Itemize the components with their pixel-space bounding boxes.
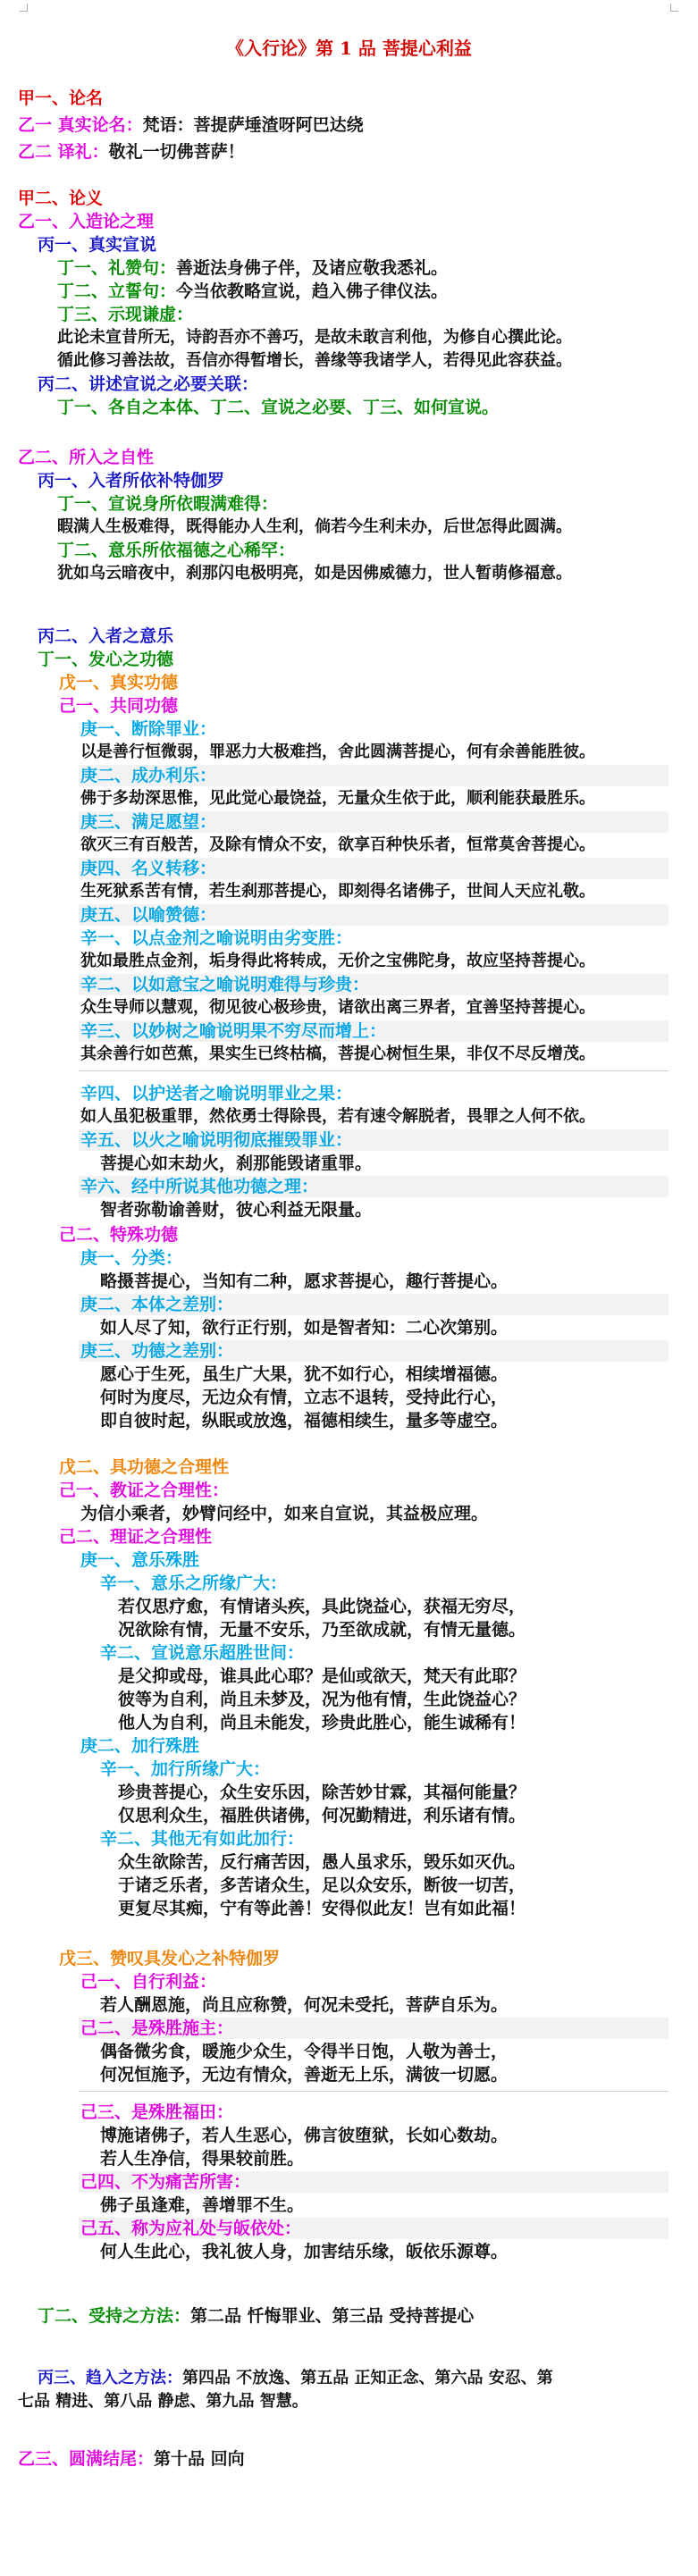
divider	[79, 1070, 669, 1072]
line-text: 生死狱系苦有情，若生刹那菩提心，即刻得名诸佛子，世间人天应礼敬。	[80, 882, 595, 901]
line-text: 辛五、以火之喻说明彻底摧毁罪业：	[80, 1130, 353, 1150]
document-title: 《入行论》第 1 品 菩提心利益	[226, 38, 472, 59]
outline-line	[59, 1526, 212, 1548]
line-text: 丁一、礼赞句：	[57, 258, 177, 278]
line-text: 丙二、入者之意乐	[38, 626, 174, 646]
outline-line	[100, 2125, 508, 2146]
outline-line	[80, 1129, 352, 1151]
line-text: 何人生此心，我礼彼人身，加害结乐缘，皈依乐源尊。	[100, 2242, 509, 2261]
line-text: 戊一、真实功德	[59, 673, 179, 692]
outline-line	[80, 835, 595, 856]
line-text: 以是善行恒微弱，罪恶力大极难挡，舍此圆满菩提心，何有余善能胜彼。	[80, 743, 595, 761]
outline-line	[118, 1875, 526, 1896]
line-text: 暇满人生极难得，既得能办人生利，倘若今生利未办，后世怎得此圆满。	[57, 517, 572, 536]
line-text: 庚五、以喻赞德：	[80, 905, 217, 925]
line-text: 己一、共同功德	[59, 696, 179, 716]
line-text: 丁二、立誓句：	[57, 281, 177, 301]
outline-line	[118, 1712, 526, 1733]
line-text: 辛二、宣说意乐超胜世间：	[100, 1643, 305, 1663]
outline-line	[59, 1456, 229, 1478]
line-text: 第二品 忏悔罪业、第三品 受持菩提心	[190, 2306, 475, 2326]
line-text: 为信小乘者，妙臂问经中，如来自宣说，其益极应理。	[80, 1504, 489, 1523]
outline-line	[80, 997, 595, 1019]
line-text: 戊三、赞叹具发心之补特伽罗	[59, 1949, 281, 1968]
line-text: 善逝法身佛子伴，及诸应敬我悉礼。	[176, 258, 449, 278]
outline-line	[80, 2218, 301, 2239]
line-text: 彼等为自利，尚且未梦及，况为他有情，生此饶益心？	[118, 1690, 526, 1709]
line-text: 第十品 回向	[154, 2449, 245, 2469]
line-text: 若人酬恩施，尚且应称赞，何况未受托，菩萨自乐为。	[100, 1995, 509, 2015]
line-text: 博施诸佛子，若人生恶心，佛言彼堕狱，长如心数劫。	[100, 2126, 509, 2145]
outline-line	[38, 2368, 553, 2389]
corner-mark	[670, 4, 678, 12]
line-text: 己三、是殊胜福田：	[80, 2102, 234, 2122]
outline-line	[38, 2305, 474, 2327]
outline-line	[100, 1410, 508, 1431]
outline-line	[18, 141, 245, 163]
outline-line	[118, 1851, 526, 1873]
line-text: 敬礼一切佛菩萨！	[108, 142, 245, 162]
outline-line	[59, 1948, 280, 1969]
line-text: 辛一、以点金剂之喻说明由劣变胜：	[80, 928, 353, 948]
outline-line	[100, 1828, 304, 1850]
line-text: 庚三、功德之差别：	[80, 1341, 234, 1361]
line-text: 己一、自行利益：	[80, 1972, 217, 1992]
outline-line	[57, 397, 499, 418]
outline-line	[100, 2241, 508, 2262]
outline-line	[18, 88, 103, 109]
line-text: 乙一 真实论名：	[18, 115, 143, 135]
outline-line	[80, 1044, 595, 1065]
outline-line	[57, 350, 572, 372]
line-text: 乙二、所入之自性	[18, 448, 155, 467]
outline-line	[38, 649, 173, 670]
outline-line	[80, 1020, 386, 1042]
outline-line	[80, 927, 352, 949]
outline-line	[18, 2391, 308, 2412]
outline-line	[80, 1503, 488, 1524]
line-text: 愿心于生死，虽生广大果，犹不如行心，相续增福德。	[100, 1364, 509, 1384]
line-text: 己二、是殊胜施主：	[80, 2018, 234, 2038]
line-text: 庚四、名义转移：	[80, 859, 217, 878]
line-text: 丁二、受持之方法：	[38, 2306, 191, 2326]
line-text: 丁三、示现谦虚：	[57, 305, 194, 324]
outline-line	[57, 540, 295, 561]
outline-line	[80, 811, 216, 833]
outline-line	[57, 281, 448, 302]
line-text: 七品 精进、第八品 静虑、第九品 智慧。	[18, 2392, 308, 2411]
line-text: 犹如乌云暗夜中，刹那闪电极明亮，如是因佛威德力，世人暂萌修福意。	[57, 564, 572, 583]
outline-line	[80, 1735, 199, 1757]
line-text: 戊二、具功德之合理性	[59, 1457, 230, 1477]
outline-line	[100, 2194, 304, 2216]
outline-line	[118, 1898, 526, 1919]
outline-line	[100, 1317, 508, 1338]
outline-line	[80, 1247, 182, 1269]
line-text: 丙三、趋入之方法：	[38, 2369, 182, 2387]
outline-line	[80, 2102, 233, 2123]
outline-line	[100, 1642, 304, 1664]
line-text: 何况恒施予，无边有情众，善逝无上乐，满彼一切愿。	[100, 2065, 509, 2085]
outline-line	[80, 765, 216, 786]
line-text: 今当依教略宣说，趋入佛子律仪法。	[176, 281, 449, 301]
line-text: 若人生净信，得果较前胜。	[100, 2149, 305, 2169]
line-text: 丙一、真实宣说	[38, 235, 157, 255]
line-text: 若仅思疗愈，有情诸头疾，具此饶益心，获福无穷尽，	[118, 1597, 526, 1616]
outline-line	[59, 1480, 229, 1501]
outline-line	[38, 234, 156, 256]
outline-line	[100, 2041, 508, 2062]
outline-line	[18, 114, 364, 136]
line-text: 丁一、发心之功德	[38, 650, 174, 669]
outline-line	[118, 1666, 526, 1687]
outline-line	[80, 881, 595, 902]
outline-line	[38, 625, 173, 647]
divider	[79, 2091, 669, 2093]
outline-line	[80, 1176, 318, 1197]
line-text: 庚一、分类：	[80, 1248, 183, 1268]
line-text: 乙二 译礼：	[18, 142, 109, 162]
outline-line	[38, 373, 258, 395]
line-text: 更复尽其痴，宁有等此善！安得似此友！岂有如此福！	[118, 1899, 526, 1918]
line-text: 己二、特殊功德	[59, 1225, 179, 1245]
line-text: 庚二、本体之差别：	[80, 1295, 234, 1314]
line-text: 如人尽了知，欲行正行别，如是智者知：二心次第别。	[100, 1318, 509, 1338]
outline-line	[57, 493, 278, 515]
line-text: 菩提心如末劫火，刹那能毁诸重罪。	[100, 1154, 373, 1173]
outline-line	[100, 1994, 508, 2016]
line-text: 辛二、其他无有如此加行：	[100, 1829, 305, 1849]
line-text: 辛一、意乐之所缘广大：	[100, 1573, 288, 1593]
outline-line	[100, 1199, 372, 1221]
line-text: 辛四、以护送者之喻说明罪业之果：	[80, 1084, 353, 1103]
outline-line	[59, 672, 178, 693]
outline-line	[80, 1340, 233, 1362]
outline-line	[38, 470, 224, 491]
outline-line	[57, 563, 572, 584]
line-text: 犹如最胜点金剂，垢身得此将转成，无价之宝佛陀身，故应坚持菩提心。	[80, 952, 595, 970]
outline-line	[118, 1619, 526, 1640]
outline-line	[118, 1596, 526, 1617]
outline-line	[80, 1106, 595, 1128]
outline-line	[100, 1573, 287, 1594]
line-text: 梵语：菩提萨埵渣呀阿巴达绕	[142, 115, 364, 135]
outline-line	[57, 304, 193, 325]
outline-line	[80, 742, 595, 763]
line-text: 庚三、满足愿望：	[80, 812, 217, 832]
line-text: 丙二、讲述宣说之必要关联：	[38, 374, 259, 394]
line-text: 循此修习善法故，吾信亦得暂增长，善缘等我诸学人，若得见此容获益。	[57, 351, 572, 370]
outline-line	[80, 2018, 233, 2039]
outline-line	[80, 858, 216, 879]
line-text: 丁二、意乐所依福德之心稀罕：	[57, 541, 296, 560]
outline-line	[57, 257, 448, 279]
outline-line	[100, 1271, 508, 1292]
line-text: 丁一、宣说身所依暇满难得：	[57, 494, 279, 514]
line-text: 略摄菩提心，当知有二种，愿求菩提心，趣行菩提心。	[100, 1271, 509, 1291]
outline-line	[57, 516, 572, 538]
line-text: 如人虽犯极重罪，然依勇士得除畏，若有速令解脱者，畏罪之人何不依。	[80, 1107, 595, 1126]
outline-line	[18, 211, 154, 232]
outline-line	[80, 718, 216, 740]
line-text: 于诸乏乐者，多苦诸众生，足以众安乐，断彼一切苦，	[118, 1875, 526, 1895]
outline-line	[100, 1364, 508, 1385]
outline-line	[118, 1805, 526, 1826]
line-text: 众生欲除苦，反行痛苦因，愚人虽求乐，毁乐如灭仇。	[118, 1852, 526, 1872]
line-text: 己四、不为痛苦所害：	[80, 2172, 251, 2192]
outline-line	[100, 2148, 304, 2169]
line-text: 辛一、加行所缘广大：	[100, 1759, 271, 1779]
outline-line	[100, 1758, 270, 1780]
outline-line	[59, 1224, 178, 1246]
line-text: 辛三、以妙树之喻说明果不穷尽而增上：	[80, 1021, 387, 1041]
line-text: 偶备微劣食，暖施少众生，令得半日饱，人敬为善士，	[100, 2042, 509, 2061]
line-text: 佛于多劫深思惟，见此觉心最饶益，无量众生依于此，顺利能获最胜乐。	[80, 789, 595, 808]
outline-line	[18, 2448, 245, 2470]
line-text: 他人为自利，尚且未能发，珍贵此胜心，能生诚稀有！	[118, 1713, 526, 1733]
line-text: 己五、称为应礼处与皈依处：	[80, 2219, 302, 2238]
outline-line	[80, 1083, 352, 1104]
line-text: 其余善行如芭蕉，果实生已终枯槁，菩提心树恒生果，非仅不尽反增茂。	[80, 1045, 595, 1063]
outline-line	[118, 1782, 526, 1803]
line-text: 况欲除有情，无量不安乐，乃至欲成就，有情无量德。	[118, 1620, 526, 1640]
line-text: 即自彼时起，纵眠或放逸，福德相续生，量多等虚空。	[100, 1411, 509, 1431]
outline-line	[18, 447, 154, 468]
line-text: 甲一、论名	[18, 88, 104, 108]
outline-line	[100, 1387, 508, 1408]
line-text: 己二、理证之合理性	[59, 1527, 213, 1547]
line-text: 仅思利众生，福胜供诸佛，何况勤精进，利乐诸有情。	[118, 1806, 526, 1825]
line-text: 智者弥勒谕善财，彼心利益无限量。	[100, 1200, 373, 1220]
line-text: 庚一、意乐殊胜	[80, 1550, 200, 1570]
outline-line	[80, 788, 595, 810]
line-text: 是父抑或母，谁具此心耶？是仙或欲天，梵天有此耶？	[118, 1666, 526, 1686]
line-text: 此论未宣昔所无，诗韵吾亦不善巧，是故未敢言利他，为修自心撰此论。	[57, 328, 572, 347]
line-text: 甲二、论义	[18, 189, 104, 208]
line-text: 庚二、成办利乐：	[80, 766, 217, 785]
line-text: 何时为度尽，无边众有情，立志不退转，受持此行心，	[100, 1388, 509, 1407]
outline-line	[80, 1971, 216, 1993]
line-text: 乙三、圆满结尾：	[18, 2449, 155, 2469]
outline-line	[80, 1549, 199, 1571]
outline-line	[100, 2064, 508, 2085]
line-text: 第四品 不放逸、第五品 正知正念、第六品 安忍、第	[182, 2369, 553, 2387]
outline-line	[80, 951, 595, 972]
outline-line	[80, 2171, 250, 2193]
line-text: 庚二、加行殊胜	[80, 1736, 200, 1756]
outline-line	[80, 974, 369, 995]
outline-line	[57, 327, 572, 348]
line-text: 佛子虽逢难，善增罪不生。	[100, 2195, 305, 2215]
line-text: 辛二、以如意宝之喻说明难得与珍贵：	[80, 975, 370, 994]
corner-mark	[20, 4, 28, 12]
outline-line	[80, 904, 216, 926]
outline-line	[59, 695, 178, 717]
line-text: 欲灭三有百般苦，及除有情众不安，欲享百种快乐者，恒常莫舍菩提心。	[80, 835, 595, 854]
outline-line	[80, 1294, 233, 1315]
outline-line	[118, 1689, 526, 1710]
line-text: 己一、教证之合理性：	[59, 1481, 230, 1500]
outline-line	[100, 1153, 372, 1174]
line-text: 珍贵菩提心，众生安乐因，除苦妙甘霖，其福何能量？	[118, 1783, 526, 1802]
line-text: 众生导师以慧观，彻见彼心极珍贵，诸欲出离三界者，宜善坚持菩提心。	[80, 998, 595, 1017]
line-text: 丁一、各自之本体、丁二、宣说之必要、丁三、如何宣说。	[57, 398, 500, 417]
line-text: 辛六、经中所说其他功德之理：	[80, 1177, 319, 1196]
line-text: 乙一、入造论之理	[18, 212, 155, 231]
line-text: 庚一、断除罪业：	[80, 719, 217, 739]
outline-line	[18, 188, 103, 209]
line-text: 丙一、入者所依补特伽罗	[38, 471, 225, 491]
